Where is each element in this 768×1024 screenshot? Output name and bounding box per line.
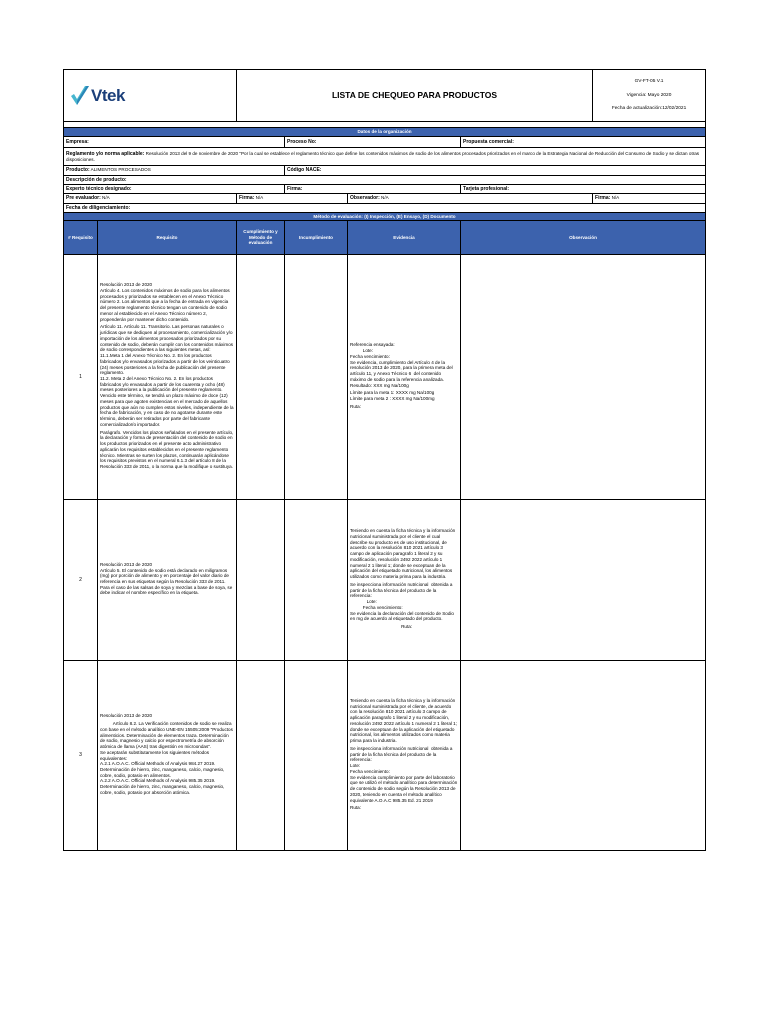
requisito-paragraph: Artículo 8.2. La Verificación contenidos de sodio se realiza con base en el método analítico UNE-EN 15505:2009 "Productos alimenticios. Determinación de elementos traza. Determinación de sodio, magnesio y calcio por espectrometría de absorción atómica de llama (AAS) tras digestión en microondas". Se aceptarán substitutamente los siguientes métodos equivalentes: A.2.1 A.O.A.C. Official Methods of Analysis 984.27 2019. Determinación de hierro, zinc, manganeso, calcio, magnesio, cobre, sodio, potasio en alimentos. A.2.2 A.O.A.C. Official Methods of Analysis 985.35 2019. Determinación de hierro, zinc, manganeso, calcio, magnesio, cobre, sodio, potasio por absorción atómica.	[100, 721, 233, 795]
col-incumplimiento-header: Incumplimiento	[285, 221, 348, 255]
producto-value: ALIMENTOS PROCESADOS	[89, 167, 151, 173]
pre-evaluador-label: Pre evaluador:	[66, 195, 101, 202]
evidencia-text	[348, 255, 461, 500]
table-row	[64, 500, 706, 661]
col-cumplimiento-header: Cumplimiento y Método de evaluación	[237, 221, 285, 255]
vtek-logo	[66, 85, 234, 107]
firma-observador-label: Firma:	[595, 195, 611, 202]
incumplimiento-cell[interactable]	[285, 661, 348, 851]
reglamento-text: Resolución 2013 del 9 de noviembre de 2020 "Por la cual se establece el reglamento técnico que define los contenidos máximos de sodio de los alimentos procesados priorizados en el marco de la Estrategia Nacional de Reducción del Consumo de Sodio y se dictan otras disposiciones.	[66, 150, 700, 162]
evidencia-paragraph: Teniendo en cuenta la ficha técnica y la información nutricional suministrada por el cliente el cual describe su producto es de uso institucional, de acuerdo con la resolución 810 2021 artículo 3 campo de aplicación paragrafo 1 literal 2 y su modificación, resolución 2492 2022 artículo 1 numeral 2 1 literal 1; donde se exceptuan de la aplicación del etiquetado nutricional, los alimentos utilizados como materia prima para la industria.	[350, 528, 457, 580]
vtek-check-icon	[70, 85, 90, 107]
observador-label: Observador:	[350, 195, 380, 202]
firma-pre-evaluador-label: Firma:	[239, 195, 255, 202]
checklist-sheet	[63, 69, 705, 851]
document-update-date: Fecha de actualización:12/02/2021	[611, 106, 687, 112]
producto-field[interactable]	[64, 166, 285, 176]
checklist-table	[63, 69, 706, 851]
evidencia-paragraph: Ruta:	[350, 805, 361, 811]
observacion-cell[interactable]	[461, 255, 706, 500]
observador-value: N/A	[379, 195, 389, 201]
evidencia-paragraph: Límite para la meta 1: XXXX mg Na/100g Límite para meta 2 : XXXX mg Na/100mg	[350, 390, 435, 402]
observador-field[interactable]	[348, 194, 593, 204]
evidencia-text	[348, 661, 461, 851]
observacion-cell[interactable]	[461, 500, 706, 661]
firma-observador-value: N/A	[610, 195, 620, 201]
pre-evaluador-field[interactable]	[64, 194, 237, 204]
document-meta	[593, 70, 706, 122]
table-row	[64, 661, 706, 851]
logo-text: Vtek	[91, 85, 125, 105]
document-header	[64, 70, 706, 122]
producto-label: Producto:	[66, 167, 90, 174]
requisito-paragraph: Resolución 2013 de 2020 Artículo 5. El contenido de sodio está declarado en miligramos (mg) por porción de alimento y en porcentaje del valor diario de referencia en sus etiquetas según la Resolución 333 de 2011. Para el caso de las salsas de soya y mezclas a base de soya, se debe indicar el nombre específico en la etiqueta.	[100, 561, 233, 596]
experto-field[interactable]: Experto técnico designado:	[64, 185, 285, 194]
firma-pre-evaluador-value: N/A	[254, 195, 264, 201]
evidencia-paragraph: Referencia ensayada: Lote: Fecha vencimiento: Se evidencia, cumplimiento del Artículo 4 de la resolución 2013 de 2020, para la primera meta del artículo 11, y Anexo Técnico 6 del contenido máximo de sodio para la referencia analizada. Resultado: XXX mg Na/100g	[350, 342, 453, 388]
org-section-title: Datos de la organización	[64, 128, 706, 137]
incumplimiento-cell[interactable]	[285, 255, 348, 500]
codigo-nace-field[interactable]: Código NACE:	[285, 166, 706, 176]
requisito-paragraph: Resolución 2013 de 2020	[100, 713, 153, 719]
firma-experto-field[interactable]: Firma:	[285, 185, 461, 194]
requisito-paragraph: Resolución 2013 de 2020 Artículo 4. Los contenidos máximos de sodio para los alimentos procesados y priorizados se establecen en el Anexo Técnico número 2. Los alimentos que a la fecha de entrada en vigencia del presente reglamento técnico tengan un contenido de sodio menor al establecido en el Anexo Técnico número 2, propenderán por mantener dicho contenido.	[100, 282, 230, 322]
requisito-number: 1	[64, 255, 98, 500]
pre-evaluador-value: N/A	[100, 195, 110, 201]
evidencia-paragraph: Se inspecciona información nutricional obtenida a partir de la ficha técnica del producto de la referencia: Lote: Fecha vencimiento: Se evidencia cumplimiento por parte del laboratorio que se utilizó el método analítico para determinación de contenido de sodio según la Resolución 2013 de 2020, teniendo en cuenta el método analítico equivalente A.O.A.C 985.35 Ed. 21 2019	[350, 745, 458, 803]
logo-cell	[64, 70, 237, 122]
method-title: Método de evaluación: (I) Inspección, (E) Ensayo, (D) Documento	[64, 213, 706, 221]
col-requisito-header: Requisito	[98, 221, 237, 255]
propuesta-comercial-field[interactable]: Propuesta comercial:	[461, 137, 706, 148]
evidencia-paragraph: Ruta:	[350, 624, 413, 629]
requisito-paragraph: Artículo 11. Artículo 11. Transitorio. Las personas naturales o jurídicas que se dediquen al procesamiento, comercialización y/o importación de los alimentos procesados priorizados por su contenido de sodio, deberán cumplir con los contenidos máximos de sodio correspondientes a las siguientes metas, así: 11.1.Meta 1 del Anexo Técnico No. 2. En los productos fabricados y/o envasados priorizados a partir de los veinticuatro (24) meses posteriores a la fecha de publicación del presente reglamento. 11.2. Meta 2 del Anexo Técnico No. 2. En los productos fabricados y/o envasados a partir de los cuarenta y ocho (48) meses posteriores a la publicación del presente reglamento. Vencido este término, se tendrá un plazo máximo de doce (12) meses para que agoten existencias en el mercado de aquellos productos que aún no cumplen estos niveles, independiente de la fecha de fabricación, y en caso de no agotarse durante este término, deberán ser retirados por parte del fabricante comercializador/o importador.	[100, 324, 234, 427]
tarjeta-profesional-field[interactable]: Tarjeta profesional:	[461, 185, 706, 194]
document-code: GV-FT-05 V.1	[634, 78, 664, 84]
column-header-row	[64, 221, 706, 255]
empresa-field[interactable]: Empresa:	[64, 137, 285, 148]
evidencia-text	[348, 500, 461, 661]
col-observacion-header: Observación	[461, 221, 706, 255]
proceso-no-field[interactable]: Proceso No:	[285, 137, 461, 148]
evidencia-paragraph: Teniendo en cuenta la ficha técnica y la información nutricional suministrada por el cliente, de acuerdo con la resolución 810 2021 artículo 3 campo de aplicación paragrafo 1 literal 2 y su modificación, resolución 2492 2022 artículo 1 numeral 2 1 literal 1; donde se exceptuan de la aplicación del etiquetado nutricional, los alimentos utilizados como materia prima para la industria.	[350, 698, 459, 744]
firma-pre-evaluador-field[interactable]	[237, 194, 348, 204]
fecha-diligenciamiento-field[interactable]: Fecha de diligenciamiento:	[64, 204, 706, 213]
observacion-cell[interactable]	[461, 661, 706, 851]
cumplimiento-cell[interactable]	[237, 255, 285, 500]
table-row	[64, 255, 706, 500]
reglamento-field	[64, 148, 706, 166]
firma-observador-field[interactable]	[593, 194, 706, 204]
evidencia-paragraph: Se inspecciona información nutricional obtenida a partir de la ficha técnica del producto de la referencia: Lote: Fecha vencimiento: Se evidencia la declaración del contenido de Sodio en mg de acuerdo al etiquetado del producto.	[350, 581, 454, 622]
descripcion-field[interactable]: Descripción de producto:	[64, 176, 706, 185]
requisito-number: 3	[64, 661, 98, 851]
requisito-number: 2	[64, 500, 98, 661]
incumplimiento-cell[interactable]	[285, 500, 348, 661]
document-vigencia: Vigencia: Mayo 2020	[626, 92, 672, 98]
requisito-paragraph: Parágrafo. Vencidos los plazos señalados en el presente artículo, la declaración y forma de presentación del contenido de sodio en los productos priorizados en el presente acto administrativo aplicarán los requisitos establecidos en el presente reglamento técnico. Mientras se surten los plazos, continuarán aplicándose los requisitos previstos en el numeral 6.1.3 del artículo 8 de la Resolución 333 de 2011, o la norma que la modifique o sustituya.	[100, 429, 235, 470]
col-evidencia-header: Evidencia	[348, 221, 461, 255]
cumplimiento-cell[interactable]	[237, 661, 285, 851]
requisito-text	[98, 500, 237, 661]
requisito-text	[98, 255, 237, 500]
requisito-text	[98, 661, 237, 851]
evidencia-paragraph: Ruta:	[350, 403, 361, 409]
document-title: LISTA DE CHEQUEO PARA PRODUCTOS	[237, 70, 593, 122]
reglamento-label: Reglamento y/o norma aplicable:	[66, 150, 145, 157]
col-req-num-header: # Requisito	[64, 221, 98, 255]
cumplimiento-cell[interactable]	[237, 500, 285, 661]
